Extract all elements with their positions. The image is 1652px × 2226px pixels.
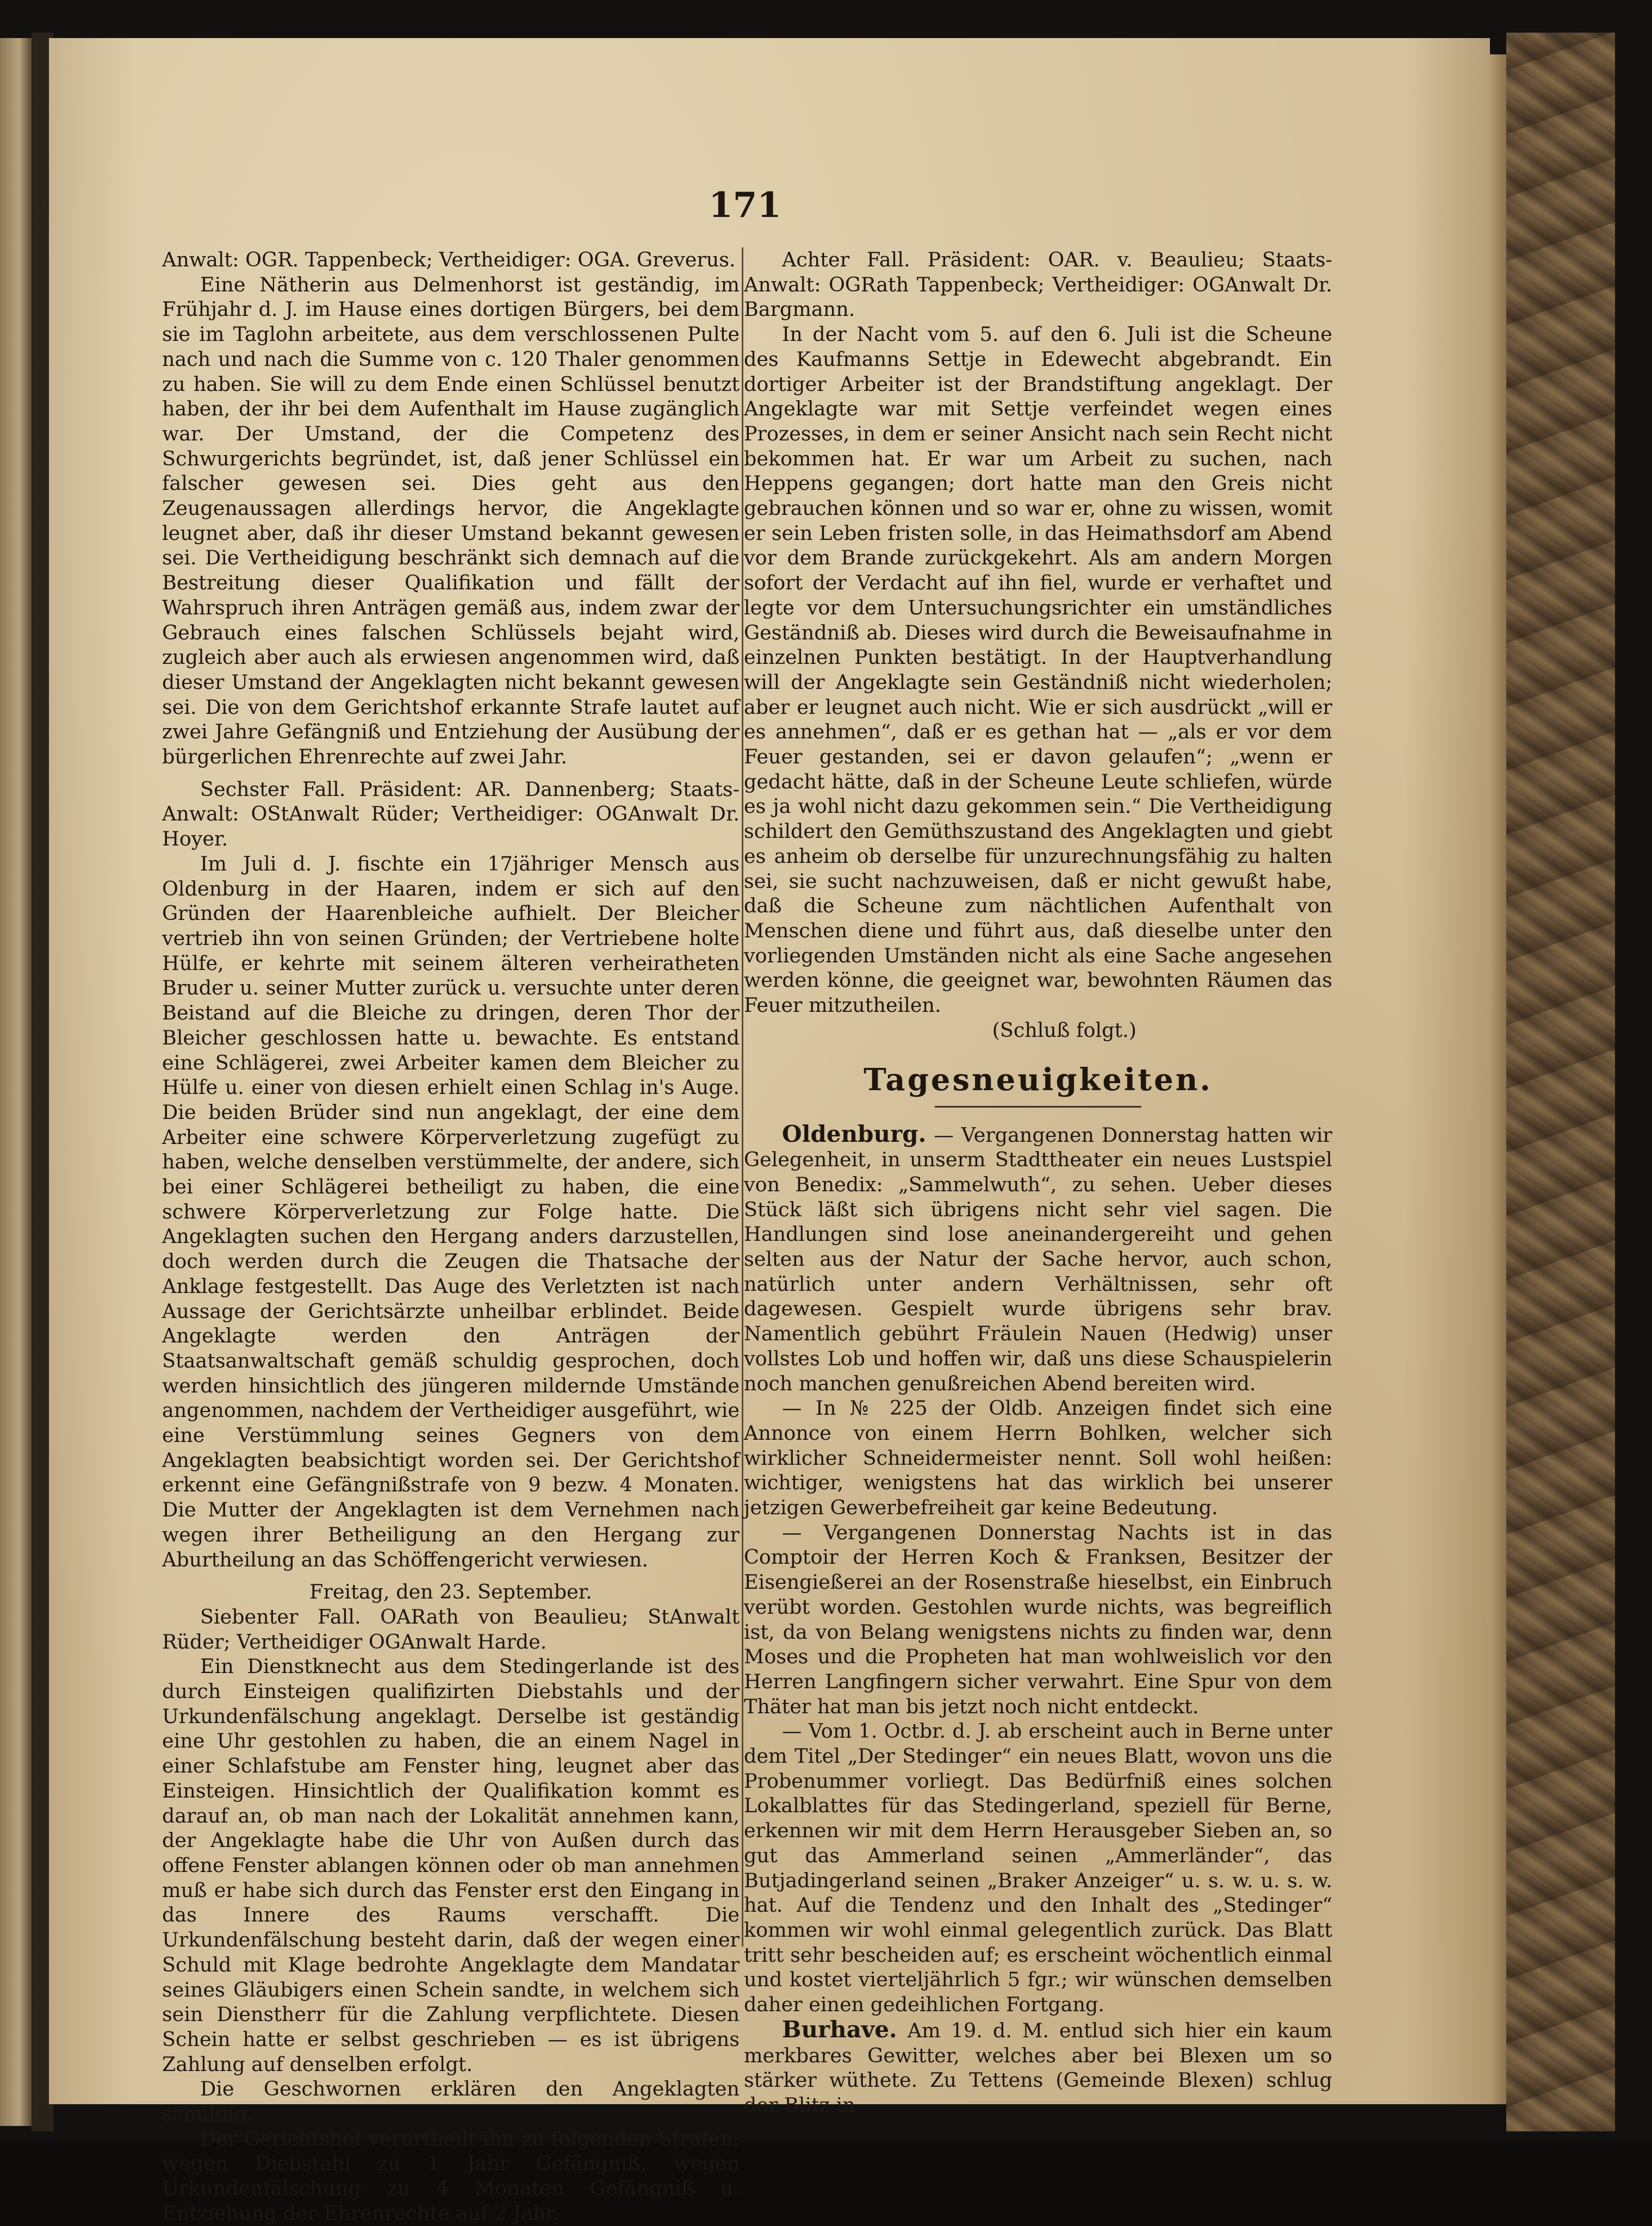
to-be-continued: (Schluß folgt.) — [992, 1018, 1136, 1042]
left-paragraph-7: Ein Dienstknecht aus dem Stedingerlande ist des durch Einsteigen qualifizirten Diebstahls und der Urkundenfälschung angeklagt. Derselbe ist geständig eine Uhr gestohlen zu haben, die an einem Nagel in einer Schlafstube am Fenster hing, leugnet aber das Einsteigen. Hinsichtlich der Qualifikation kommt es darauf an, ob man nach der Lokalität annehmen kann, der Angeklagte habe die Uhr von Außen durch das offene Fenster ablangen können oder ob man annehmen muß er habe sich durch das Fenster erst den Eingang in das Innere des Raums verschafft. Die Urkundenfälschung besteht darin, daß der wegen einer Schuld mit Klage bedrohte Angeklagte dem Mandatar seines Gläubigers einen Schein sandte, in welchem sich sein Dienstherr für die Zahlung verpflichtete. Diesen Schein hatte er selbst geschrieben — es ist übrigens Zahlung auf denselben erfolgt. — [162, 1655, 740, 2076]
left-paragraph-1: Anwalt: OGR. Tappenbeck; Vertheidiger: OGA. Greverus. — [162, 248, 736, 271]
burhave-text: Am 19. d. M. entlud sich hier ein kaum merkbares Gewitter, welches aber bei Blexen um so stärker wüthete. Zu Tettens (Gemeinde Blexen) schlug der Blitz in — [744, 2018, 1332, 2117]
right-paragraph-3 — [744, 1122, 1332, 1396]
place-oldenburg: Oldenburg. — [782, 1120, 927, 1147]
left-column — [162, 247, 740, 2226]
page-edge — [1490, 54, 1506, 2104]
date-line: Freitag, den 23. September. — [309, 1580, 592, 1604]
marbled-book-edge — [1506, 33, 1615, 2131]
left-paragraph-3: Sechster Fall. Präsident: AR. Dannenberg; Staats-Anwalt: OStAnwalt Rüder; Vertheidiger: OGAnwalt Dr. Hoyer. — [162, 777, 740, 851]
right-paragraph-4: — In № 225 der Oldb. Anzeigen findet sich eine Annonce von einem Herrn Bohlken, welcher sich wirklicher Schneidermeister nennt. Soll wohl heißen: wichtiger, wenigstens hat das wirklich bei unserer jetzigen Gewerbefreiheit gar keine Bedeutung. — [744, 1396, 1332, 1520]
previous-page-edge — [0, 38, 32, 2126]
right-paragraph-1: Achter Fall. Präsident: OAR. v. Beaulieu; Staats-Anwalt: OGRath Tappenbeck; Vertheidiger: OGAnwalt Dr. Bargmann. — [744, 248, 1332, 321]
right-paragraph-2: In der Nacht vom 5. auf den 6. Juli ist die Scheune des Kaufmanns Settje in Edewecht abgebrandt. Ein dortiger Arbeiter ist der Brandstiftung angeklagt. Der Angeklagte war mit Settje verfeindet wegen eines Prozesses, in dem er seiner Ansicht nach sein Recht nicht bekommen hat. Er war um Arbeit zu suchen, nach Heppens gegangen; dort hatte man den Greis nicht gebrauchen können und so war er, ohne zu wissen, womit er sein Leben fristen solle, in das Heimathsdorf am Abend vor dem Brande zurückgekehrt. Als am andern Morgen sofort der Verdacht auf ihn fiel, wurde er verhaftet und legte vor dem Untersuchungsrichter ein umständliches Geständniß ab. Dieses wird durch die Beweisaufnahme in einzelnen Punkten bestätigt. In der Hauptverhandlung will der Angeklagte sein Geständniß nicht wiederholen; aber er leugnet auch nicht. Wie er sich ausdrückt „will er es annehmen“, daß er es gethan hat — „als er vor dem Feuer gestanden, sei er davon gelaufen“; „wenn er gedacht hätte, daß in der Scheune Leute schliefen, würde es ja wohl nicht dazu gekommen sein.“ Die Vertheidigung schildert den Gemüthszustand des Angeklagten und giebt es anheim ob derselbe für unzurechnungsfähig zu halten sei, sie sucht nachzuweisen, daß er nicht gewußt habe, daß die Scheune zum nächtlichen Aufenthalt von Menschen diene und führt aus, daß dieselbe unter den vorliegenden Umständen nicht als eine Sache angesehen werden könne, die geeignet war, bewohnten Räumen das Feuer mitzutheilen. — [744, 322, 1332, 1017]
heading-rule — [935, 1106, 1141, 1108]
place-burhave: Burhave. — [782, 2016, 897, 2043]
page-number: 171 — [709, 185, 781, 226]
left-paragraph-4: Im Juli d. J. fischte ein 17jähriger Mensch aus Oldenburg in der Haaren, indem er sich auf den Gründen der Haarenbleiche aufhielt. Der Bleicher vertrieb ihn von seinen Gründen; der Vertriebene holte Hülfe, er kehrte mit seinem älteren verheiratheten Bruder u. seiner Mutter zurück u. versuchte unter deren Beistand auf die Bleiche zu dringen, deren Thor der Bleicher geschlossen hatte u. bewachte. Es entstand eine Schlägerei, zwei Arbeiter kamen dem Bleicher zu Hülfe u. einer von diesen erhielt einen Schlag in's Auge. Die beiden Brüder sind nun angeklagt, der eine dem Arbeiter eine schwere Körperverletzung zugefügt zu haben, welche denselben verstümmelte, der andere, sich bei einer Schlägerei betheiligt zu haben, die eine schwere Körperverletzung zur Folge hatte. Die Angeklagten suchen den Hergang anders darzustellen, doch werden durch die Zeugen die Thatsache der Anklage festgestellt. Das Auge des Verletzten ist nach Aussage der Gerichtsärzte unheilbar erblindet. Beide Angeklagte werden den Anträgen der Staatsanwaltschaft gemäß schuldig gesprochen, doch werden hinsichtlich des jüngeren mildernde Umstände angenommen, nachdem der Vertheidiger ausgeführt, wie eine Verstümmlung seines Gegners von dem Angeklagten beabsichtigt worden sei. Der Gerichtshof erkennt eine Gefängnißstrafe von 9 bezw. 4 Monaten. Die Mutter der Angeklagten ist dem Vernehmen nach wegen ihrer Betheiligung an den Hergang zur Aburtheilung an das Schöffengericht verwiesen. — [162, 851, 740, 1571]
left-paragraph-9: Der Gerichtshof verurtheilt ihn zu folgenden Strafen: wegen Diebstahl zu 1 Jahr Gefängniß, wegen Urkundenfälschung zu 4 Monaten Gefängniß u. Entziehung der Ehrenrechte auf 2 Jahr. — [162, 2126, 740, 2225]
column-rule — [742, 247, 743, 1947]
section-heading: Tagesneuigkeiten. — [864, 1061, 1213, 1098]
left-paragraph-6: Siebenter Fall. OARath von Beaulieu; StAnwalt Rüder; Vertheidiger OGAnwalt Harde. — [162, 1605, 740, 1653]
oldenburg-text: — Vergangenen Donnerstag hatten wir Gelegenheit, in unserm Stadttheater ein neues Lustspiel von Benedix: „Sammelwuth“, zu sehen. Ueber dieses Stück läßt sich übrigens nicht sehr viel sagen. Die Handlungen sind lose aneinandergereiht und gehen selten aus der Natur der Sache hervor, auch schon, natürlich unter andern Verhältnissen, sehr oft dagewesen. Gespielt wurde übrigens sehr brav. Namentlich gebührt Fräulein Nauen (Hedwig) unser vollstes Lob und hoffen wir, daß uns diese Schauspielerin noch manchen genußreichen Abend bereiten wird. — [744, 1123, 1332, 1395]
right-column — [744, 247, 1332, 2118]
right-paragraph-5: — Vergangenen Donnerstag Nachts ist in das Comptoir der Herren Koch & Franksen, Besitzer der Eisengießerei an der Rosenstraße hieselbst, ein Einbruch verübt worden. Gestohlen wurde nichts, was begreiflich ist, da von Belang wenigstens nichts zu finden war, denn Moses und die Propheten hat man wohlweislich vor den Herren Langfingern sicher verwahrt. Eine Spur von dem Thäter hat man bis jetzt noch nicht entdeckt. — [744, 1520, 1332, 1718]
left-paragraph-2: Eine Nätherin aus Delmenhorst ist geständig, im Frühjahr d. J. im Hause eines dortigen Bürgers, bei dem sie im Taglohn arbeitete, aus dem verschlossenen Pulte nach und nach die Summe von c. 120 Thaler genommen zu haben. Sie will zu dem Ende einen Schlüssel benutzt haben, der ihr bei dem Aufenthalt im Hause zugänglich war. Der Umstand, der die Competenz des Schwurgerichts begründet, ist, daß jener Schlüssel ein falscher gewesen sei. Dies geht aus den Zeugenaussagen allerdings hervor, die Angeklagte leugnet aber, daß ihr dieser Umstand bekannt gewesen sei. Die Vertheidigung beschränkt sich demnach auf die Bestreitung dieser Qualifikation und fällt der Wahrspruch ihren Anträgen gemäß aus, indem zwar der Gebrauch eines falschen Schlüssels bejaht wird, zugleich aber auch als erwiesen angenommen wird, daß dieser Umstand der Angeklagten nicht bekannt gewesen sei. Die von dem Gerichtshof erkannte Strafe lautet auf zwei Jahre Gefängniß und Entziehung der Ausübung der bürgerlichen Ehrenrechte auf zwei Jahr. — [162, 272, 740, 769]
left-paragraph-8: Die Geschwornen erklären den Angeklagten schuldig. — [162, 2077, 740, 2126]
right-paragraph-6: — Vom 1. Octbr. d. J. ab erscheint auch in Berne unter dem Titel „Der Stedinger“ ein neues Blatt, wovon uns die Probenummer vorliegt. Das Bedürfniß eines solchen Lokalblattes für das Stedingerland, speziell für Berne, erkennen wir mit dem Herrn Herausgeber Sieben an, so gut das Ammerland seinen „Ammerländer“, das Butjadingerland seinen „Braker Anzeiger“ u. s. w. u. s. w. hat. Auf die Tendenz und den Inhalt des „Stedinger“ kommen wir wohl einmal gelegentlich zurück. Das Blatt tritt sehr bescheiden auf; es erscheint wöchentlich einmal und kostet vierteljährlich 5 fgr.; wir wünschen demselben daher einen gedeihlichen Fortgang. — [744, 1719, 1332, 2017]
right-paragraph-7 — [744, 2017, 1332, 2118]
